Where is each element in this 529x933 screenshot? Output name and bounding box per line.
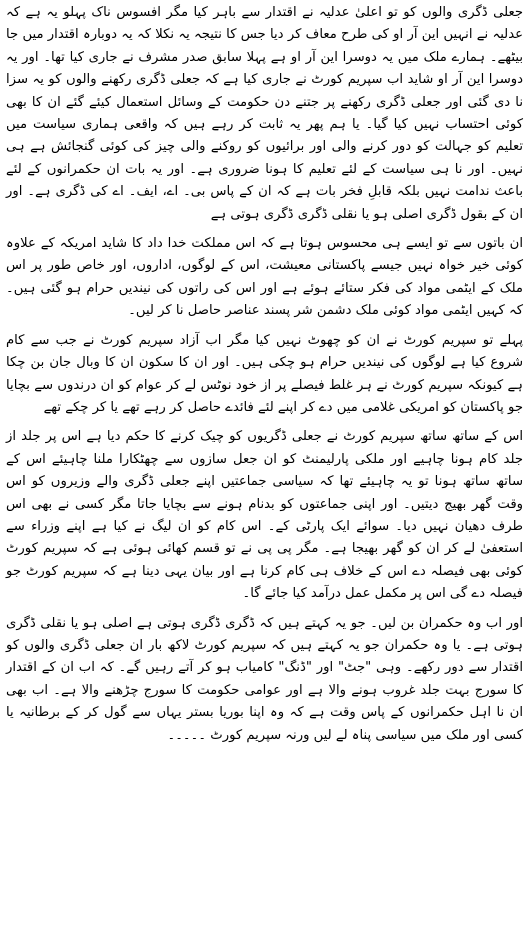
- paragraph-4: اس کے ساتھ ساتھ سپریم کورٹ نے جعلی ڈگریوں کو چیک کرنے کا حکم دیا ہے اس پر جلد از جلد کام ہونا چاہیے اور ملکی پارلیمنٹ کو ان جعل سازوں سے چھٹکارا ملنا چاہیئے اس کے ساتھ ساتھ ہونا تو یہ چاہیئے تھا کہ سیاسی جماعتیں اپنے جعلی ڈگری والے وزیروں کو اس وقت گھر بھیج دیتیں۔ اور اپنی جماعتوں کو بدنام ہونے سے بچایا جاتا مگر کسی نے بھی اس طرف دھیان نہیں دیا۔ سوائے ایک پارٹی کے۔ اس کام کو ان لیگ نے کیا ہے اپنے وزراء سے استعفیٰ لے کر ان کو گھر بھیجا ہے۔ مگر پی پی نے تو قسم کھائی ہوئی ہے کہ سپریم کورٹ کوئی بھی فیصلہ دے اس کے خلاف ہی کام کرنا ہے اور بیان یہی دینا ہے کہ سپریم کورٹ جو فیصلہ دے گی اس پر مکمل عمل درآمد کیا جائے گا۔: [6, 429, 523, 602]
- paragraph-2: ان باتوں سے تو ایسے ہی محسوس ہوتا ہے کہ اس مملکت خدا داد کا شاید امریکہ کے علاوہ کوئی خیر خواہ نہیں جیسے پاکستانی معیشت، اس کے لوگوں، اداروں، اور خاص طور پر اس ملک کے ایٹمی مواد کی فکر ستائے ہوئے ہے اور اس کی راتوں کی نیندیں حرام ہو گئی ہیں۔ کہ کہیں ایٹمی مواد کوئی ملک دشمن شر پسند عناصر حاصل نا کر لیں۔: [6, 236, 523, 319]
- paragraph-1: جعلی ڈگری والوں کو تو اعلیٰ عدلیہ نے اقتدار سے باہر کیا مگر افسوس ناک پہلو یہ ہے کہ عدلیہ نے انہیں این آر او کی طرح معاف کر دیا جس کا نتیجہ یہ نکلا کہ یہ دوبارہ اقتدار میں جا بیٹھے۔ ہمارے ملک میں یہ دوسرا این آر او ہے پہلا سابق صدر مشرف نے جاری کیا تھا۔ اور یہ دوسرا این آر او شاید اب سپریم کورٹ نے جاری کیا ہے کہ جعلی ڈگری رکھنے والوں کو یہ سزا نا دی گئی اور جعلی ڈگری رکھنے پر جتنے دن حکومت کے وسائل استعمال کیئے گئے ان کا بھی کوئی احتساب نہیں کیا گیا۔ یا ہم پھر یہ ثابت کر رہے ہیں کہ واقعی ہماری سیاست میں تعلیم کو جہالت کو دور کرنے والی اور برائیوں کو روکنے والی چیز کی کوئی گنجائش ہے ہی نہیں۔ اور نا ہی سیاست کے لئے تعلیم کا ہونا ضروری ہے۔ اور یہ بات ان حکمرانوں کے لئے باعث ندامت نہیں بلکہ قابلِ فخر بات ہے کہ ان کے پاس بی۔ اے، ایف۔ اے کی ڈگری ہے۔ اور ان کے بقول ڈگری اصلی ہو یا نقلی ڈگری ڈگری ہوتی ہے: [6, 5, 523, 222]
- paragraph-3: پہلے تو سپریم کورٹ نے ان کو چھوٹ نہیں کیا مگر اب آزاد سپریم کورٹ نے جب سے کام شروع کیا ہے لوگوں کی نیندیں حرام ہو چکی ہیں۔ اور ان کا سکون ان کا وبال جان بن چکا ہے کیونکہ سپریم کورٹ نے ہر غلط فیصلے پر از خود نوٹس لے کر عوام کو ان درندوں سے بچایا جو پاکستان کو امریکی غلامی میں دے کر اپنے لئے فائدے حاصل کر رہے تھے یا کر چکے تھے: [6, 332, 523, 415]
- paragraph-5: اور اب وہ حکمران بن لیں۔ جو یہ کہتے ہیں کہ ڈگری ڈگری ہوتی ہے اصلی ہو یا نقلی ڈگری ہوتی ہے۔ یا وہ حکمران جو یہ کہتے ہیں کہ سپریم کورٹ لاکھ بار ان جعلی ڈگری والوں کو اقتدار سے دور رکھے۔ وہی "جٹ" اور "ڈنگ" کامیاب ہو کر آتے رہیں گے۔ کہ اب ان کے اقتدار کا سورج بہت جلد غروب ہونے والا ہے اور عوامی حکومت کا سورج چڑھنے والا ہے۔ اب بھی ان نا اہل حکمرانوں کے پاس وقت ہے کہ وہ اپنا بوریا بستر یہاں سے گول کر کے برطانیہ یا کسی اور ملک میں سیاسی پناہ لے لیں ورنہ سپریم کورٹ ۔۔۔۔۔: [6, 615, 523, 743]
